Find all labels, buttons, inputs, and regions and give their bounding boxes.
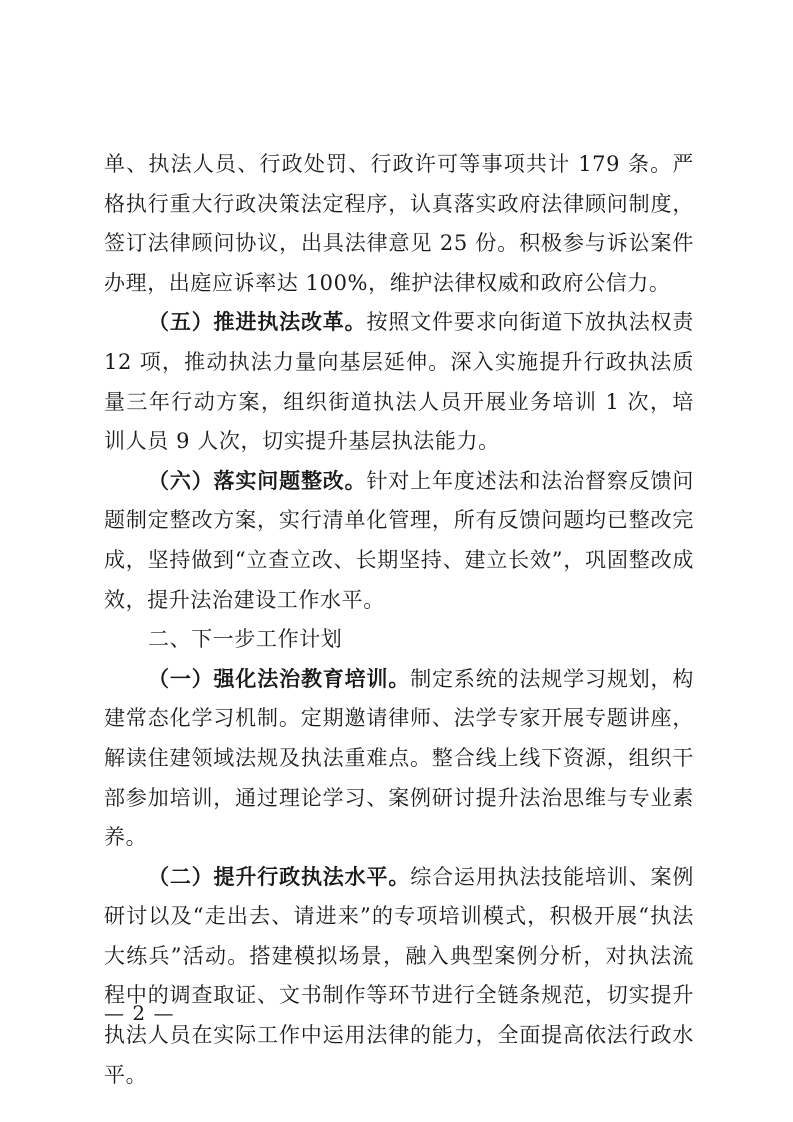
section-heading-text: 二、下一步工作计划 — [148, 627, 343, 652]
paragraph-enforcement-level — [104, 858, 694, 1096]
paragraph-lead: （一）强化法治教育培训。 — [148, 666, 411, 691]
paragraph-lead: （二）提升行政执法水平。 — [148, 864, 411, 889]
paragraph-rectification — [104, 462, 694, 620]
paragraph-continued — [104, 145, 694, 303]
paragraph-enforcement-reform — [104, 303, 694, 461]
paragraph-lead: （五）推进执法改革。 — [148, 310, 367, 335]
paragraph-text: 按照文件要求向街道下放执法权责 12 项，推动执法力量向基层延伸。深入实施提升行政执法质量三年行动方案，组织街道执法人员开展业务培训 1 次，培训人员 9 人次，切实提升基层执法能力。 — [104, 310, 694, 454]
paragraph-legal-education — [104, 660, 694, 858]
paragraph-text: 单、执法人员、行政处罚、行政许可等事项共计 179 条。严格执行重大行政决策法定程序，认真落实政府法律顾问制度，签订法律顾问协议，出具法律意见 25 份。积极参与诉讼案件办理，出庭应诉率达 100%，维护法律权威和政府公信力。 — [104, 152, 694, 295]
paragraph-text: 制定系统的法规学习规划，构建常态化学习机制。定期邀请律师、法学专家开展专题讲座，解读住建领域法规及执法重难点。整合线上线下资源，组织干部参加培训，通过理论学习、案例研讨提升法治思维与专业素养。 — [104, 666, 694, 850]
document-body — [104, 145, 694, 1095]
paragraph-lead: （六）落实问题整改。 — [148, 468, 367, 493]
page-number: — 2 — — [104, 1001, 175, 1025]
section-heading — [104, 620, 694, 660]
paragraph-text: 针对上年度述法和法治督察反馈问题制定整改方案，实行清单化管理，所有反馈问题均已整改完成，坚持做到“立查立改、长期坚持、建立长效”，巩固整改成效，提升法治建设工作水平。 — [104, 468, 694, 612]
paragraph-text: 综合运用执法技能培训、案例研讨以及“走出去、请进来”的专项培训模式，积极开展“执法大练兵”活动。搭建模拟场景，融入典型案例分析，对执法流程中的调查取证、文书制作等环节进行全链条规范，切实提升执法人员在实际工作中运用法律的能力，全面提高依法行政水平。 — [104, 864, 694, 1087]
